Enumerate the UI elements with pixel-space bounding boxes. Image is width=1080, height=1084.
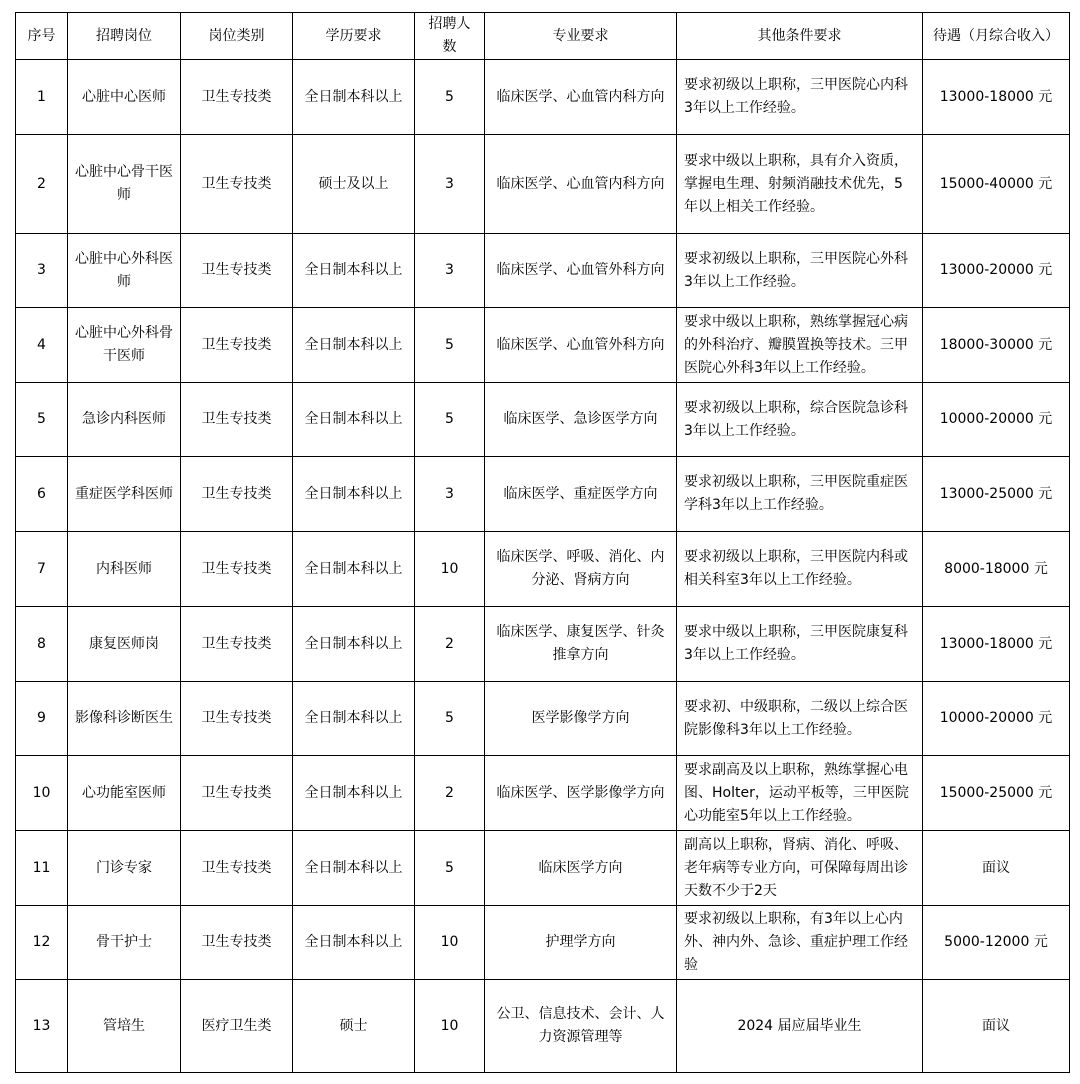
table-row [16,234,1070,308]
cell-salary: 8000-18000 元 [923,532,1070,607]
cell-no: 12 [16,906,68,980]
cell-salary: 13000-25000 元 [923,457,1070,532]
cell-category: 卫生专技类 [181,234,293,308]
cell-count: 5 [415,682,485,756]
cell-no: 3 [16,234,68,308]
header-major: 专业要求 [485,13,677,60]
cell-salary: 面议 [923,980,1070,1073]
cell-other: 要求初级以上职称，三甲医院心外科3年以上工作经验。 [677,234,923,308]
cell-major: 临床医学、康复医学、针灸推拿方向 [485,607,677,682]
cell-education: 全日制本科以上 [293,682,415,756]
cell-position: 心功能室医师 [68,756,181,831]
cell-salary: 15000-40000 元 [923,135,1070,234]
cell-education: 全日制本科以上 [293,234,415,308]
cell-no: 8 [16,607,68,682]
cell-count: 5 [415,60,485,135]
header-row [16,13,1070,60]
cell-major: 临床医学、医学影像学方向 [485,756,677,831]
cell-category: 卫生专技类 [181,756,293,831]
cell-major: 护理学方向 [485,906,677,980]
cell-count: 10 [415,980,485,1073]
cell-education: 全日制本科以上 [293,906,415,980]
cell-position: 管培生 [68,980,181,1073]
cell-major: 临床医学、呼吸、消化、内分泌、肾病方向 [485,532,677,607]
recruitment-table [15,12,1070,1073]
cell-education: 全日制本科以上 [293,532,415,607]
cell-other: 要求中级以上职称，熟练掌握冠心病的外科治疗、瓣膜置换等技术。三甲医院心外科3年以上工作经验。 [677,308,923,383]
cell-education: 全日制本科以上 [293,756,415,831]
cell-no: 4 [16,308,68,383]
cell-count: 3 [415,234,485,308]
cell-position: 心脏中心骨干医师 [68,135,181,234]
cell-major: 临床医学、心血管内科方向 [485,135,677,234]
table-row [16,756,1070,831]
table-row [16,607,1070,682]
cell-other: 要求副高及以上职称，熟练掌握心电图、Holter，运动平板等，三甲医院心功能室5年以上工作经验。 [677,756,923,831]
cell-major: 临床医学、急诊医学方向 [485,383,677,457]
cell-category: 卫生专技类 [181,457,293,532]
cell-salary: 10000-20000 元 [923,682,1070,756]
cell-position: 康复医师岗 [68,607,181,682]
cell-no: 13 [16,980,68,1073]
cell-category: 卫生专技类 [181,682,293,756]
cell-category: 卫生专技类 [181,906,293,980]
table-row [16,980,1070,1073]
cell-position: 门诊专家 [68,831,181,906]
cell-education: 全日制本科以上 [293,457,415,532]
cell-position: 内科医师 [68,532,181,607]
cell-no: 11 [16,831,68,906]
cell-major: 临床医学、重症医学方向 [485,457,677,532]
cell-major: 临床医学、心血管外科方向 [485,308,677,383]
cell-no: 10 [16,756,68,831]
cell-other: 要求中级以上职称，三甲医院康复科3年以上工作经验。 [677,607,923,682]
cell-salary: 15000-25000 元 [923,756,1070,831]
cell-other: 要求初级以上职称，有3年以上心内外、神内外、急诊、重症护理工作经验 [677,906,923,980]
header-category: 岗位类别 [181,13,293,60]
table-row [16,532,1070,607]
cell-position: 心脏中心外科骨干医师 [68,308,181,383]
cell-salary: 13000-18000 元 [923,607,1070,682]
cell-count: 3 [415,135,485,234]
header-salary: 待遇（月综合收入） [923,13,1070,60]
table-row [16,831,1070,906]
cell-category: 卫生专技类 [181,831,293,906]
cell-category: 卫生专技类 [181,607,293,682]
cell-education: 硕士 [293,980,415,1073]
header-count: 招聘人数 [415,13,485,60]
header-education: 学历要求 [293,13,415,60]
table-row [16,308,1070,383]
cell-salary: 面议 [923,831,1070,906]
header-other: 其他条件要求 [677,13,923,60]
cell-category: 卫生专技类 [181,532,293,607]
cell-education: 全日制本科以上 [293,831,415,906]
cell-count: 2 [415,607,485,682]
cell-education: 全日制本科以上 [293,308,415,383]
cell-major: 临床医学、心血管内科方向 [485,60,677,135]
cell-position: 急诊内科医师 [68,383,181,457]
cell-no: 6 [16,457,68,532]
cell-count: 5 [415,831,485,906]
cell-salary: 13000-20000 元 [923,234,1070,308]
cell-other: 要求初级以上职称，综合医院急诊科3年以上工作经验。 [677,383,923,457]
cell-position: 心脏中心医师 [68,60,181,135]
cell-count: 5 [415,308,485,383]
cell-other: 副高以上职称，肾病、消化、呼吸、老年病等专业方向，可保障每周出诊天数不少于2天 [677,831,923,906]
cell-position: 心脏中心外科医师 [68,234,181,308]
cell-education: 硕士及以上 [293,135,415,234]
cell-no: 1 [16,60,68,135]
cell-count: 10 [415,532,485,607]
cell-position: 重症医学科医师 [68,457,181,532]
cell-other: 2024 届应届毕业生 [677,980,923,1073]
header-position: 招聘岗位 [68,13,181,60]
cell-major: 医学影像学方向 [485,682,677,756]
cell-major: 临床医学方向 [485,831,677,906]
table-row [16,383,1070,457]
cell-salary: 18000-30000 元 [923,308,1070,383]
cell-salary: 10000-20000 元 [923,383,1070,457]
cell-position: 骨干护士 [68,906,181,980]
cell-education: 全日制本科以上 [293,607,415,682]
cell-salary: 13000-18000 元 [923,60,1070,135]
cell-no: 7 [16,532,68,607]
table-row [16,135,1070,234]
cell-position: 影像科诊断医生 [68,682,181,756]
cell-category: 卫生专技类 [181,135,293,234]
cell-category: 卫生专技类 [181,308,293,383]
cell-count: 5 [415,383,485,457]
table-row [16,682,1070,756]
cell-other: 要求初、中级职称，二级以上综合医院影像科3年以上工作经验。 [677,682,923,756]
cell-other: 要求初级以上职称，三甲医院重症医学科3年以上工作经验。 [677,457,923,532]
cell-education: 全日制本科以上 [293,383,415,457]
cell-other: 要求初级以上职称，三甲医院心内科3年以上工作经验。 [677,60,923,135]
cell-count: 10 [415,906,485,980]
cell-major: 公卫、信息技术、会计、人力资源管理等 [485,980,677,1073]
cell-no: 9 [16,682,68,756]
cell-other: 要求中级以上职称，具有介入资质，掌握电生理、射频消融技术优先，5年以上相关工作经验。 [677,135,923,234]
cell-salary: 5000-12000 元 [923,906,1070,980]
cell-category: 卫生专技类 [181,383,293,457]
cell-other: 要求初级以上职称，三甲医院内科或相关科室3年以上工作经验。 [677,532,923,607]
cell-category: 医疗卫生类 [181,980,293,1073]
cell-category: 卫生专技类 [181,60,293,135]
cell-count: 3 [415,457,485,532]
cell-no: 5 [16,383,68,457]
cell-count: 2 [415,756,485,831]
header-no: 序号 [16,13,68,60]
table-row [16,906,1070,980]
cell-no: 2 [16,135,68,234]
cell-major: 临床医学、心血管外科方向 [485,234,677,308]
cell-education: 全日制本科以上 [293,60,415,135]
table-row [16,457,1070,532]
table-row [16,60,1070,135]
